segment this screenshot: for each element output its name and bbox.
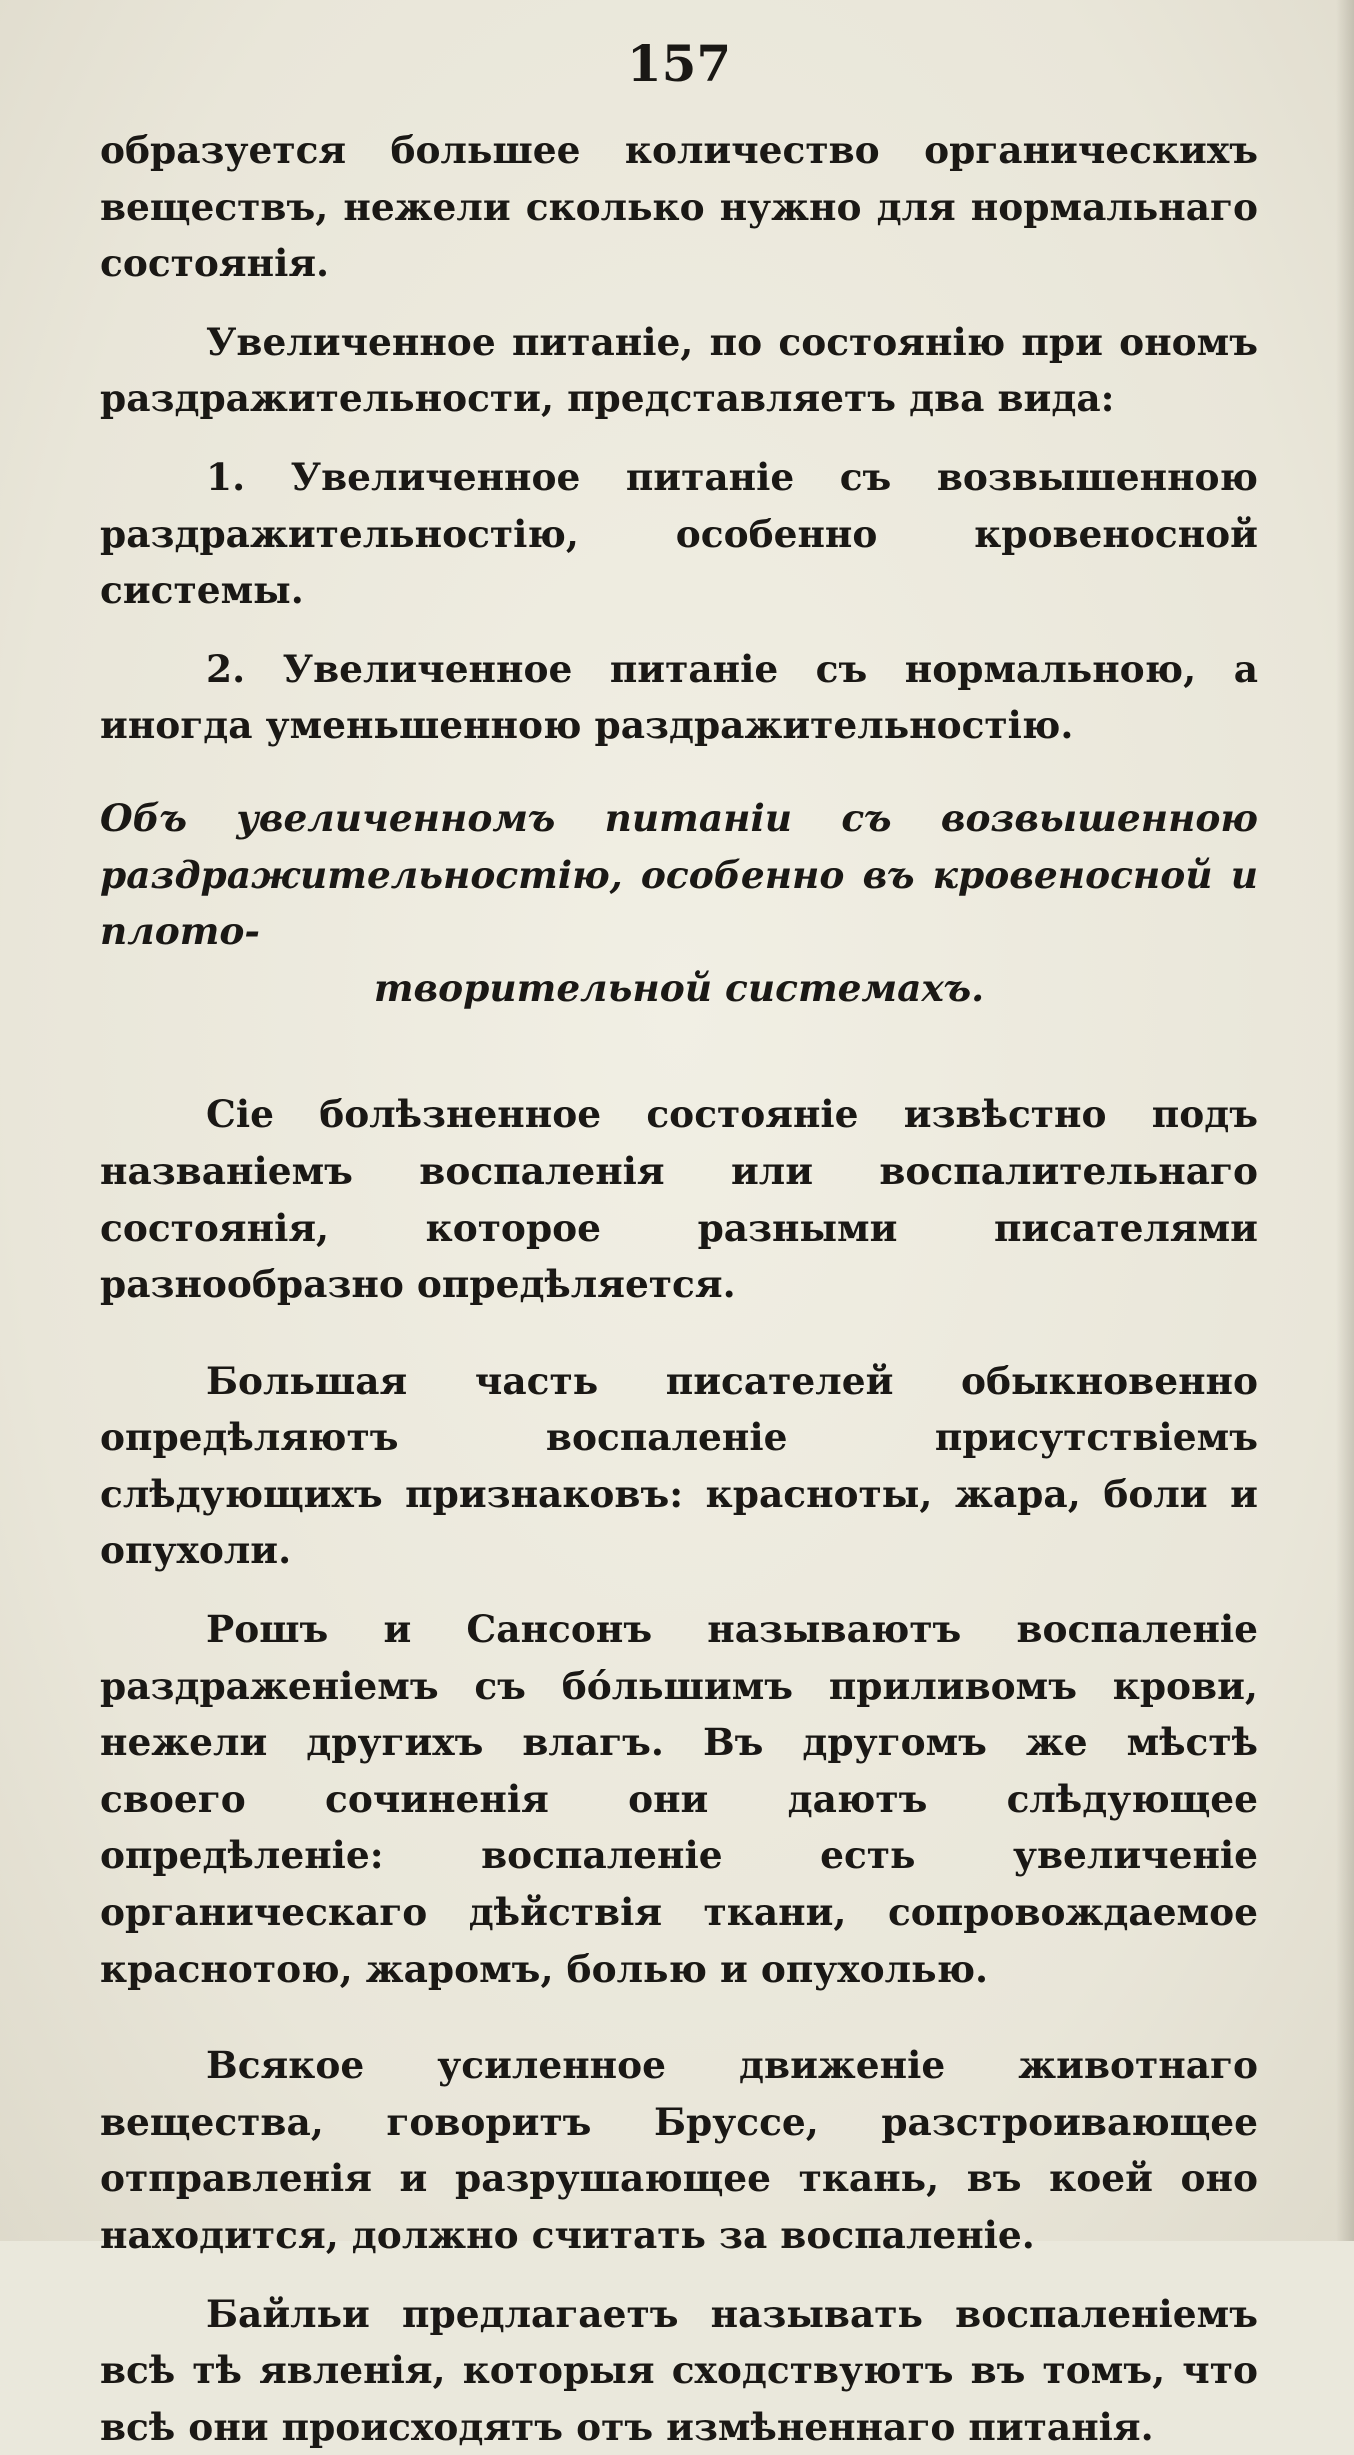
section-heading-line-1: Объ увеличенномъ питаніи съ возвышенною раздражительностію, особенно въ кровеносной и плото- xyxy=(100,795,1258,954)
paragraph-two-types: Увеличенное питаніе, по состоянію при ономъ раздражительности, представляетъ два вида: xyxy=(100,319,1258,421)
paragraph-type-2: 2. Увеличенное питаніе съ нормальною, а иногда уменьшенною раздражительностію. xyxy=(100,646,1258,748)
paragraph-inflammation-definition: Сіе болѣзненное состояніе извѣстно подъ названіемъ воспаленія или воспалительнаго состоянія, которое разными писателями разнообразно опредѣляется. xyxy=(100,1092,1258,1307)
text-column xyxy=(100,28,1258,2455)
page-edge-shadow xyxy=(1336,0,1354,2241)
paragraph-bailly: Байльи предлагаетъ называть воспаленіемъ всѣ тѣ явленія, которыя сходствуютъ въ томъ, что всѣ они происходятъ отъ измѣненнаго питанія. xyxy=(100,2291,1258,2449)
paragraph-inflammation-signs: Большая часть писателей обыкновенно опредѣляютъ воспаленіе присутствіемъ слѣдующихъ признаковъ: красноты, жара, боли и опухоли. xyxy=(100,1358,1258,1573)
paragraph-continuation: образуется большее количество органическихъ веществъ, нежели сколько нужно для нормальнаго состоянія. xyxy=(100,128,1258,286)
paragraph-type-1: 1. Увеличенное питаніе съ возвышенною раздражительностію, особенно кровеносной системы. xyxy=(100,454,1258,613)
paragraph-roche-sanson: Рошъ и Сансонъ называютъ воспаленіе раздраженіемъ съ бо́льшимъ приливомъ крови, нежели другихъ влагъ. Въ другомъ же мѣстѣ своего сочиненія они даютъ слѣдующее опредѣленіе: воспаленіе есть увеличеніе органическаго дѣйствія ткани, сопровождаемое краснотою, жаромъ, болью и опухолью. xyxy=(100,1607,1258,1991)
page-number: 157 xyxy=(626,34,732,93)
section-heading xyxy=(100,790,1258,1016)
section-heading-line-2: творительной системахъ. xyxy=(373,965,985,1010)
paragraph-broussais: Всякое усиленное движеніе животнаго вещества, говоритъ Бруссе, разстроивающее отправленія и разрушающее ткань, въ коей оно находится, должно считать за воспаленіе. xyxy=(100,2043,1258,2257)
